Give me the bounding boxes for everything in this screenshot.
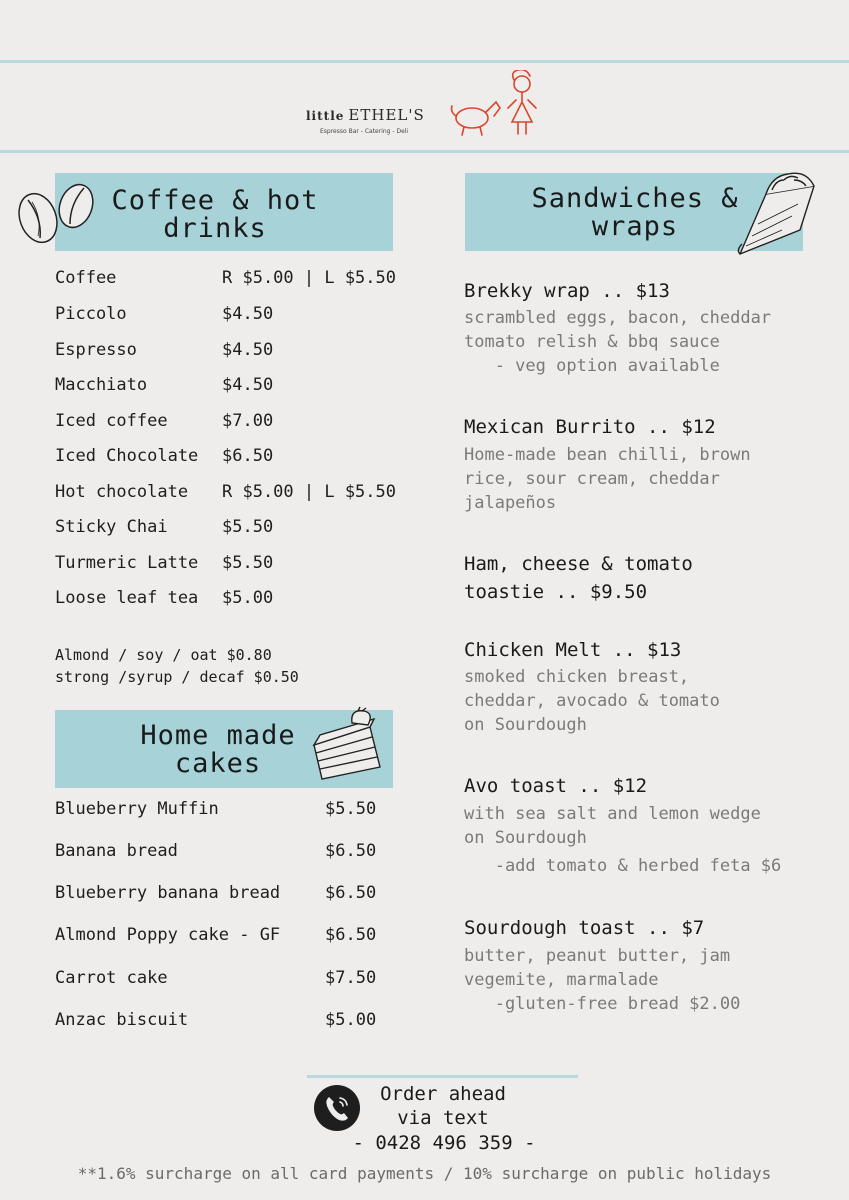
menu-item-price: $7.50	[325, 968, 377, 988]
sandwich-description	[464, 443, 751, 515]
brand-name-main: ETHEL'S	[348, 106, 425, 124]
brand-tagline: Espresso Bar - Catering - Deli	[320, 128, 409, 135]
cakes-title-line1: Home made	[140, 720, 296, 751]
sandwich-description	[464, 944, 740, 1016]
phone-icon	[313, 1084, 361, 1132]
sandwiches-title-line2: wraps	[591, 211, 679, 242]
brand-name-small: little	[306, 109, 345, 123]
menu-item-name: Hot chocolate	[55, 482, 189, 502]
menu-item-name: Blueberry banana bread	[55, 883, 281, 903]
coffee-title-line1: Coffee & hot	[111, 185, 319, 216]
menu-item-price: $7.00	[222, 411, 274, 431]
brand-logo	[306, 70, 546, 140]
menu-item-name: Coffee	[55, 268, 117, 288]
desc-line: -gluten-free bread $2.00	[464, 994, 741, 1014]
sandwich-description	[464, 306, 771, 378]
desc-line: cheddar, avocado & tomato	[464, 691, 720, 711]
wrap-icon	[732, 166, 822, 262]
menu-item-name: Espresso	[55, 340, 137, 360]
menu-item-name: Almond Poppy cake - GF	[55, 925, 281, 945]
menu-item-name: Loose leaf tea	[55, 588, 199, 608]
menu-item-name: Sticky Chai	[55, 517, 168, 537]
menu-item-price: $5.50	[325, 799, 377, 819]
desc-line: on Sourdough	[464, 715, 587, 735]
menu-item-price: $4.50	[222, 375, 274, 395]
header-bottom-rule	[0, 150, 849, 153]
coffee-section-title	[95, 187, 335, 243]
order-ahead-line1: Order ahead	[380, 1083, 506, 1105]
sandwich-title: Ham, cheese & tomato	[464, 553, 693, 575]
sandwich-title: Sourdough toast .. $7	[464, 917, 705, 939]
milk-extras	[55, 644, 299, 688]
surcharge-note: **1.6% surcharge on all card payments / 10% surcharge on public holidays	[77, 1164, 772, 1183]
menu-item-price: $6.50	[222, 446, 274, 466]
extras-line2: strong /syrup / decaf $0.50	[55, 668, 299, 686]
desc-line: -add tomato & herbed feta $6	[464, 856, 782, 876]
menu-item-price: $5.50	[222, 517, 274, 537]
desc-line: scrambled eggs, bacon, cheddar	[464, 308, 772, 328]
menu-item-name: Banana bread	[55, 841, 178, 861]
sandwich-description	[464, 802, 781, 878]
menu-item-price: $5.00	[222, 588, 274, 608]
sandwiches-section-title	[510, 185, 760, 241]
sandwich-title: Avo toast .. $12	[464, 775, 648, 797]
menu-item-name: Anzac biscuit	[55, 1010, 189, 1030]
menu-item-name: Iced Chocolate	[55, 446, 199, 466]
extras-line1: Almond / soy / oat $0.80	[55, 646, 272, 664]
menu-item-name: Macchiato	[55, 375, 148, 395]
menu-item-price: $6.50	[325, 841, 377, 861]
menu-item-name: Iced coffee	[55, 411, 168, 431]
desc-line: on Sourdough	[464, 828, 587, 848]
desc-line: - veg option available	[464, 356, 720, 376]
desc-line: jalapeños	[464, 493, 557, 513]
menu-item-price: $6.50	[325, 883, 377, 903]
desc-line: with sea salt and lemon wedge	[464, 804, 761, 824]
menu-item-name: Blueberry Muffin	[55, 799, 219, 819]
desc-line: rice, sour cream, cheddar	[464, 469, 720, 489]
desc-line: tomato relish & bbq sauce	[464, 332, 720, 352]
brand-name	[306, 106, 425, 124]
cake-slice-icon	[308, 705, 386, 785]
menu-item-price: $4.50	[222, 340, 274, 360]
coffee-title-line2: drinks	[163, 213, 267, 244]
menu-item-price: $6.50	[325, 925, 377, 945]
desc-line: vegemite, marmalade	[464, 970, 659, 990]
menu-item-price: R $5.00 | L $5.50	[222, 268, 396, 288]
menu-item-price: $5.50	[222, 553, 274, 573]
dog-and-girl-icon	[450, 70, 550, 140]
sandwich-title: Mexican Burrito .. $12	[464, 416, 716, 438]
menu-item-price: R $5.00 | L $5.50	[222, 482, 396, 502]
menu-item-name: Carrot cake	[55, 968, 168, 988]
sandwich-title: Brekky wrap .. $13	[464, 280, 670, 302]
order-ahead-line2: via text	[397, 1107, 489, 1129]
menu-item-price: $5.00	[325, 1010, 377, 1030]
sandwiches-title-line1: Sandwiches &	[531, 183, 739, 214]
top-rule	[0, 60, 849, 63]
order-phone-number[interactable]: - 0428 496 359 -	[352, 1132, 536, 1154]
menu-item-name: Turmeric Latte	[55, 553, 199, 573]
sandwich-description	[464, 665, 720, 737]
cakes-title-line2: cakes	[174, 748, 262, 779]
sandwich-title: Chicken Melt .. $13	[464, 639, 682, 661]
menu-item-name: Piccolo	[55, 304, 127, 324]
desc-line: butter, peanut butter, jam	[464, 946, 731, 966]
sandwich-title-line2: toastie .. $9.50	[464, 581, 648, 603]
menu-item-price: $4.50	[222, 304, 274, 324]
desc-line: smoked chicken breast,	[464, 667, 690, 687]
cakes-section-title	[108, 722, 328, 778]
desc-line: Home-made bean chilli, brown	[464, 445, 751, 465]
coffee-beans-icon	[14, 182, 100, 246]
footer-rule	[307, 1075, 578, 1078]
